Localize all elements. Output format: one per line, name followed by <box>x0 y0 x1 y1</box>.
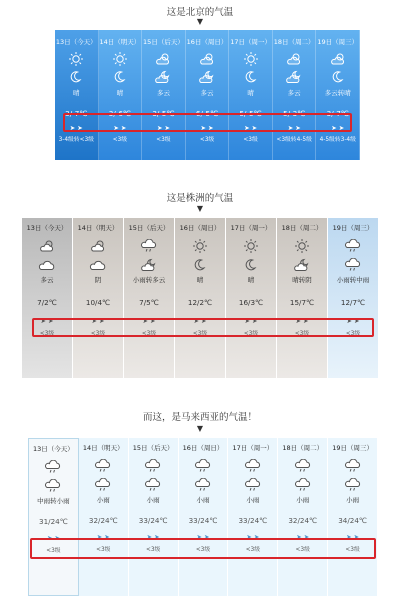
temperature-range: 3/-7℃ <box>326 109 349 118</box>
forecast-day-column <box>328 438 378 596</box>
temperature-range: 12/2℃ <box>187 298 213 307</box>
forecast-panel-malaysia <box>28 438 378 596</box>
down-arrow-icon: ▼ <box>196 204 204 213</box>
day-date-label: 14日（明天） <box>99 38 141 46</box>
rain-cloud-icon <box>344 459 362 473</box>
weather-condition-label: 晴 <box>116 89 124 97</box>
day-date-label: 17日（周一） <box>232 444 274 452</box>
wind-direction-icon: ➤ ➤ <box>40 317 54 325</box>
forecast-day-column <box>278 438 328 596</box>
weather-condition-label: 阴 <box>94 276 102 284</box>
moon-icon <box>329 70 347 84</box>
day-date-label: 17日（周一） <box>230 224 272 232</box>
temperature-range: 32/24℃ <box>88 516 118 525</box>
day-date-label: 19日（周三） <box>317 38 359 46</box>
wind-level-label: <3级 <box>112 137 128 143</box>
forecast-day-column <box>129 438 179 596</box>
sun-icon <box>242 52 260 66</box>
day-date-label: 19日（周三） <box>332 224 374 232</box>
weather-condition-label: 多云 <box>156 89 170 97</box>
partly-cloudy-icon <box>285 52 303 66</box>
rain-cloud-icon <box>344 478 362 492</box>
moon-icon <box>111 70 129 84</box>
temperature-range: 33/24℃ <box>138 516 168 525</box>
wind-direction-icon: ➤ ➤ <box>244 317 258 325</box>
wind-level-label: 3-4级转<3级 <box>58 137 94 143</box>
wind-level-label: <3级 <box>90 331 106 337</box>
partly-cloudy-icon <box>329 52 347 66</box>
caption-zhuzhou: 这是株洲的气温 <box>166 193 234 204</box>
wind-level-label: <3级 <box>96 547 111 553</box>
rain-cloud-icon <box>294 478 312 492</box>
partly-cloudy-icon <box>198 52 216 66</box>
wind-direction-icon: ➤ ➤ <box>346 533 360 541</box>
temperature-range: 32/24℃ <box>288 516 318 525</box>
temperature-range: 7/5℃ <box>139 298 159 307</box>
temperature-range: 15/7℃ <box>289 298 315 307</box>
rain-cloud-icon <box>244 459 262 473</box>
forecast-day-column <box>277 218 328 378</box>
temperature-range: 33/24℃ <box>188 516 218 525</box>
day-date-label: 16日（周日） <box>182 444 224 452</box>
wind-level-label: <3级 <box>39 331 55 337</box>
weather-condition-label: 小雨 <box>196 496 210 504</box>
wind-direction-icon: ➤ ➤ <box>69 124 83 132</box>
day-date-label: 13日（今天） <box>33 445 74 453</box>
down-arrow-icon: ▼ <box>196 17 204 26</box>
forecast-day-column <box>55 30 99 160</box>
forecast-day-column <box>328 218 379 378</box>
forecast-day-column <box>79 438 129 596</box>
day-date-label: 16日（周日） <box>179 224 221 232</box>
day-date-label: 18日（周二） <box>282 444 324 452</box>
moon-icon <box>242 70 260 84</box>
forecast-day-column <box>226 218 277 378</box>
caption-beijing: 这是北京的气温 <box>166 7 234 18</box>
wind-direction-icon: ➤ ➤ <box>96 533 110 541</box>
rain-cloud-icon <box>344 258 362 272</box>
rain-cloud-icon <box>94 478 112 492</box>
rain-cloud-icon <box>194 459 212 473</box>
weather-condition-label: 晴 <box>196 276 204 284</box>
wind-direction-icon: ➤ ➤ <box>287 124 301 132</box>
wind-direction-icon: ➤ ➤ <box>295 317 309 325</box>
weather-condition-label: 晴转阴 <box>292 276 312 284</box>
forecast-day-column <box>73 218 124 378</box>
forecast-day-column <box>228 438 278 596</box>
wind-level-label: <3级 <box>345 547 360 553</box>
forecast-day-column <box>175 218 226 378</box>
partly-cloudy-icon <box>89 239 107 253</box>
day-date-label: 18日（周二） <box>273 38 315 46</box>
weather-condition-label: 多云 <box>200 89 214 97</box>
rain-cloud-icon <box>144 478 162 492</box>
weather-condition-label: 小雨 <box>246 496 260 504</box>
rain-cloud-icon <box>140 239 158 253</box>
moon-icon <box>191 258 209 272</box>
rain-cloud-icon <box>44 479 62 493</box>
wind-direction-icon: ➤ ➤ <box>200 124 214 132</box>
forecast-day-column <box>179 438 229 596</box>
rain-cloud-icon <box>94 459 112 473</box>
forecast-day-column <box>124 218 175 378</box>
day-date-label: 19日（周三） <box>332 444 373 452</box>
wind-level-label: <3级 <box>156 137 171 143</box>
wind-level-label: <3级 <box>192 331 208 337</box>
wind-level-label: <3级 <box>145 547 161 553</box>
temperature-range: 16/3℃ <box>238 298 264 307</box>
day-date-label: 14日（明天） <box>77 224 119 232</box>
temperature-range: 34/24℃ <box>338 516 367 525</box>
weather-condition-label: 多云 <box>287 89 301 97</box>
weather-condition-label: 晴 <box>247 276 255 284</box>
temperature-range: 7/2℃ <box>37 298 57 307</box>
day-date-label: 14日（明天） <box>82 444 124 452</box>
temperature-range: 31/24℃ <box>39 517 68 526</box>
partly-cloudy-icon <box>154 52 172 66</box>
moon-icon <box>67 70 85 84</box>
temperature-range: 33/24℃ <box>238 516 268 525</box>
weather-condition-label: 小雨转中雨 <box>336 276 370 284</box>
forecast-day-column <box>99 30 143 160</box>
night-cloudy-icon <box>293 258 311 272</box>
wind-direction-icon: ➤ ➤ <box>142 317 156 325</box>
wind-level-label: 4-5级转3-4级 <box>319 137 356 143</box>
day-date-label: 18日（周二） <box>281 224 323 232</box>
wind-level-label: <3级 <box>195 547 211 553</box>
weather-condition-label: 小雨 <box>96 496 110 504</box>
temperature-range: 5/-3℃ <box>283 109 306 118</box>
weather-condition-label: 晴 <box>247 89 254 97</box>
weather-condition-label: 晴 <box>73 89 80 97</box>
wind-level-label: <3级 <box>243 331 259 337</box>
day-date-label: 16日（周日） <box>186 38 228 46</box>
cloud-icon <box>38 258 56 272</box>
weather-condition-label: 小雨 <box>296 496 310 504</box>
rain-cloud-icon <box>344 239 362 253</box>
weather-condition-label: 小雨 <box>346 496 360 504</box>
temperature-range: 3/-6℃ <box>108 109 131 118</box>
wind-direction-icon: ➤ ➤ <box>296 533 310 541</box>
day-date-label: 13日（今天） <box>26 224 68 232</box>
wind-direction-icon: ➤ ➤ <box>91 317 105 325</box>
wind-direction-icon: ➤ ➤ <box>244 124 258 132</box>
forecast-day-column <box>229 30 273 160</box>
caption-malaysia: 而这，是马来西亚的气温！ <box>142 412 257 423</box>
wind-level-label: <3级 <box>295 547 310 553</box>
sun-icon <box>67 52 85 66</box>
day-date-label: 15日（后天） <box>143 38 184 46</box>
wind-direction-icon: ➤ ➤ <box>146 533 160 541</box>
sun-icon <box>111 52 129 66</box>
sun-icon <box>293 239 311 253</box>
down-arrow-icon: ▼ <box>196 424 204 433</box>
day-date-label: 17日（周一） <box>230 38 271 46</box>
wind-direction-icon: ➤ ➤ <box>193 317 207 325</box>
moon-icon <box>242 258 260 272</box>
sun-icon <box>191 239 209 253</box>
wind-level-label: <3级 <box>243 137 258 143</box>
wind-level-label: <3级 <box>294 331 310 337</box>
wind-level-label: <3级转4-5级 <box>276 137 312 143</box>
night-cloudy-icon <box>285 70 303 84</box>
weather-condition-label: 中雨转小雨 <box>37 497 70 505</box>
forecast-day-column <box>28 438 79 596</box>
wind-level-label: <3级 <box>245 547 261 553</box>
rain-cloud-icon <box>144 459 162 473</box>
day-date-label: 15日（后天） <box>132 444 174 452</box>
weather-condition-label: 小雨 <box>146 496 160 504</box>
partly-cloudy-icon <box>38 239 56 253</box>
weather-condition-label: 多云转晴 <box>324 89 351 97</box>
forecast-day-column <box>22 218 73 378</box>
weather-condition-label: 多云 <box>40 276 54 284</box>
night-cloudy-icon <box>198 70 216 84</box>
temperature-range: 6/-5℃ <box>195 109 219 118</box>
wind-direction-icon: ➤ ➤ <box>46 534 60 542</box>
temperature-range: 12/7℃ <box>340 298 366 307</box>
cloud-icon <box>89 258 107 272</box>
temperature-range: 5/-5℃ <box>239 109 262 118</box>
rain-cloud-icon <box>244 478 262 492</box>
forecast-day-column <box>186 30 230 160</box>
temperature-range: 3/-5℃ <box>152 109 175 118</box>
rain-cloud-icon <box>294 459 312 473</box>
wind-direction-icon: ➤ ➤ <box>156 124 170 132</box>
night-cloudy-icon <box>154 70 172 84</box>
day-date-label: 13日（今天） <box>55 38 97 46</box>
night-cloudy-icon <box>140 258 158 272</box>
forecast-day-column <box>273 30 317 160</box>
sun-icon <box>242 239 260 253</box>
wind-level-label: <3级 <box>345 331 361 337</box>
wind-direction-icon: ➤ ➤ <box>331 124 345 132</box>
forecast-day-column <box>142 30 186 160</box>
day-date-label: 15日（后天） <box>128 224 170 232</box>
forecast-day-column <box>316 30 360 160</box>
temperature-range: 10/4℃ <box>85 298 111 307</box>
forecast-panel-beijing <box>55 30 360 160</box>
rain-cloud-icon <box>194 478 212 492</box>
wind-level-label: <3级 <box>46 548 61 554</box>
wind-direction-icon: ➤ ➤ <box>246 533 260 541</box>
wind-direction-icon: ➤ ➤ <box>113 124 127 132</box>
rain-cloud-icon <box>44 460 62 474</box>
wind-direction-icon: ➤ ➤ <box>346 317 360 325</box>
temperature-range: 3/-7℃ <box>65 109 88 118</box>
wind-level-label: <3级 <box>141 331 157 337</box>
forecast-panel-zhuzhou <box>22 218 379 378</box>
wind-direction-icon: ➤ ➤ <box>196 533 210 541</box>
weather-condition-label: 小雨转多云 <box>132 276 166 284</box>
wind-level-label: <3级 <box>199 137 215 143</box>
